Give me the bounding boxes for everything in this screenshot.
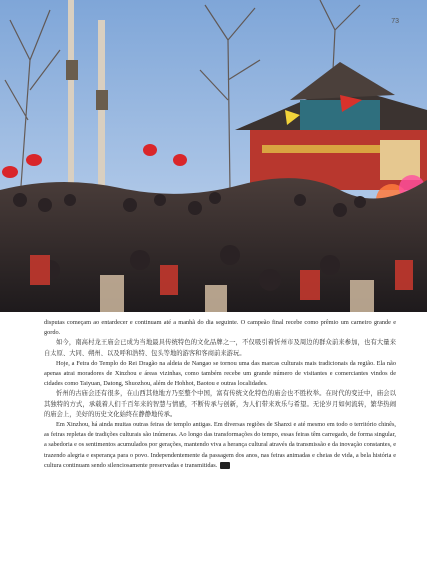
body-text [44, 318, 396, 471]
paragraph-continuation: disputas começam ao entardecer e continuam até a manhã do dia seguinte. O campeão final recebe como prêmio um carneiro grande e gordo. [44, 319, 396, 337]
paragraph-pt-2 [44, 420, 396, 471]
end-mark-icon: ⊞ [220, 462, 230, 469]
page-number: 73 [391, 18, 399, 25]
paragraph-zh-2: 忻州的古庙会还有很多，在山西其他地方乃至整个中国，富有传统文化特色的庙会也不胜枚举。在时代的变迁中，庙会以其独特的方式，承载着人们千百年来的智慧与情感，不断传承与创新，为人们带来欢乐与希望。无论岁月如何流转，繁华热闹的庙会上，美好的历史文化始终在静静地传承。 [44, 390, 396, 418]
paragraph-zh-1: 如今，南高村龙王庙会已成为当地最具传统特色的文化品牌之一，不仅吸引着忻州市及周边的群众前来参加，也有大量来自太原、大同、朔州、以及呼和浩特、包头等地的游客和客商前来游玩。 [44, 339, 396, 357]
paragraph-pt-2-text: Em Xinzhou, há ainda muitas outras feiras de templo antigas. Em diversas regiões de Shanxi e até mesmo em todo o território chinês, as feiras repletas de tradições culturais são inúmeras. Ao longo das transformações do tempo, essas feiras têm carregado, de forma singular, a sabedoria e os sentimentos acumulados por gerações, mantendo viva a herança cultural através da transmissão e da inovação constantes, e trazendo alegria e esperança para o povo. Independentemente da passagem dos anos, nas feiras animadas e cheias de vida, a bela história e cultura continuam sendo silenciosamente preservadas e transmitidas. [44, 421, 396, 469]
paragraph-pt-1: Hoje, a Feira do Templo do Rei Dragão na aldeia de Nangao se tornou uma das marcas culturais mais tradicionais da região. Ela não apenas atrai moradores de Xinzhou e áreas vizinhas, como também recebe um grande número de visitantes e comerciantes vindos de cidades como Taiyuan, Datong, Shuozhou, além de Hohhot, Baotou e outras localidades. [44, 359, 396, 388]
